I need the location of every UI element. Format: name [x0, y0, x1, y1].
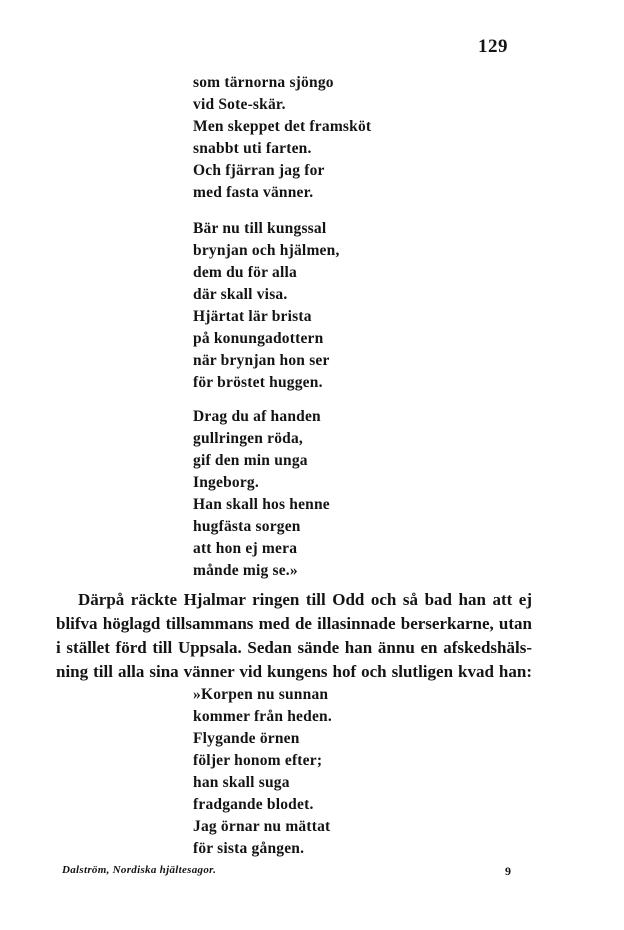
verse-line: gif den min unga [193, 452, 308, 469]
verse-line: för sista gången. [193, 840, 305, 857]
verse-line: Men skeppet det framsköt [193, 118, 372, 135]
verse-line: Ingeborg. [193, 474, 259, 491]
verse-line: Drag du af handen [193, 408, 321, 425]
verse-line: snabbt uti farten. [193, 140, 312, 157]
verse-line: följer honom efter; [193, 752, 323, 769]
prose-line: Därpå räckte Hjalmar ringen till Odd och så bad han att ej [78, 590, 532, 609]
verse-stanza-3 [193, 406, 330, 582]
verse-line: Hjärtat lär brista [193, 308, 312, 325]
verse-line: dem du för alla [193, 264, 297, 281]
verse-line: vid Sote-skär. [193, 96, 286, 113]
verse-line: Bär nu till kungssal [193, 220, 327, 237]
verse-line: när brynjan hon ser [193, 352, 330, 369]
verse-line: för bröstet huggen. [193, 374, 323, 391]
verse-line: att hon ej mera [193, 540, 298, 557]
verse-line: med fasta vänner. [193, 184, 314, 201]
prose-paragraph [56, 588, 532, 684]
verse-line: på konungadottern [193, 330, 324, 347]
verse-line: månde mig se.» [193, 562, 298, 579]
footer-sheet-mark: 9 [505, 864, 511, 878]
verse-line: »Korpen nu sunnan [193, 686, 329, 703]
page-number: 129 [478, 36, 508, 57]
verse-line: fradgande blodet. [193, 796, 314, 813]
prose-line: ning till alla sina vänner vid kungens hof och slutligen kvad han: [56, 662, 532, 681]
verse-line: kommer från heden. [193, 708, 332, 725]
verse-line: hugfästa sorgen [193, 518, 301, 535]
verse-line: där skall visa. [193, 286, 288, 303]
verse-stanza-4 [193, 684, 332, 860]
verse-line: Flygande örnen [193, 730, 300, 747]
verse-line: brynjan och hjälmen, [193, 242, 340, 259]
prose-line: i stället förd till Uppsala. Sedan sände han ännu en afskedshäls- [56, 638, 532, 657]
verse-line: Jag örnar nu mättat [193, 818, 331, 835]
verse-line: som tärnorna sjöngo [193, 74, 334, 91]
verse-stanza-1 [193, 72, 371, 204]
verse-line: han skall suga [193, 774, 290, 791]
verse-line: gullringen röda, [193, 430, 303, 447]
prose-line: blifva höglagd tillsammans med de illasinnade berserkarne, utan [56, 614, 532, 633]
verse-stanza-2 [193, 218, 340, 394]
verse-line: Han skall hos henne [193, 496, 330, 513]
footer-signature: Dalström, Nordiska hjältesagor. [62, 864, 217, 876]
verse-line: Och fjärran jag for [193, 162, 325, 179]
